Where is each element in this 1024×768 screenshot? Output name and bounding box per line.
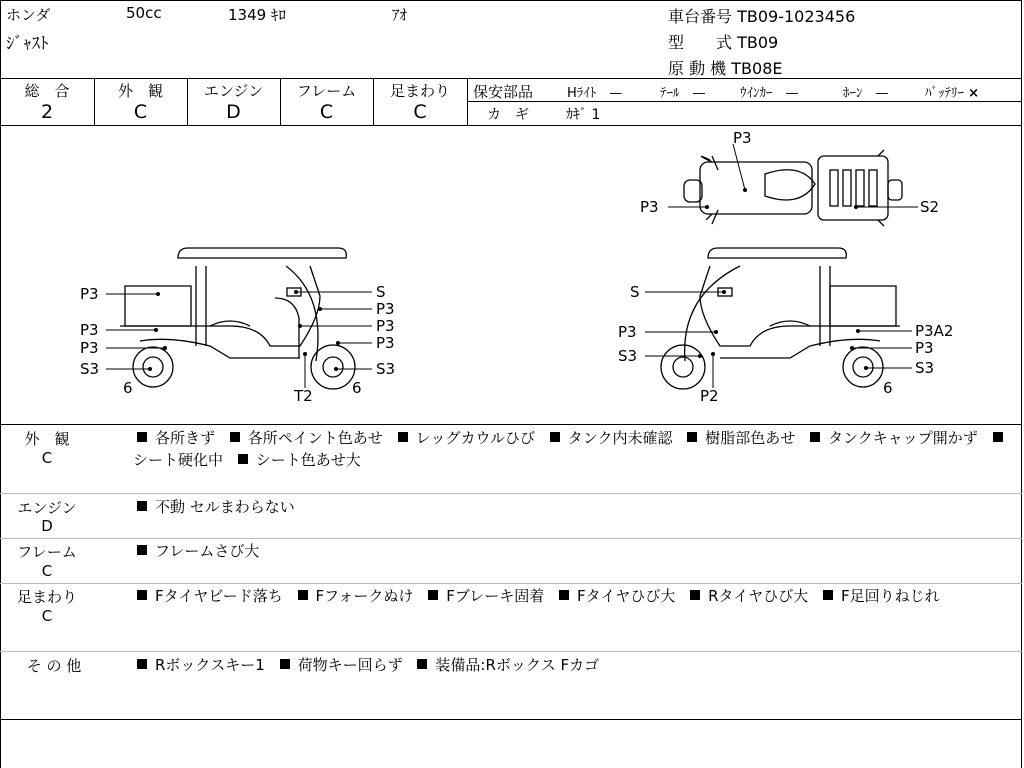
- right-label-s: S: [630, 283, 640, 301]
- displacement: 50cc: [126, 4, 162, 22]
- note-item: レッグカウルひび: [394, 429, 535, 447]
- divider: [467, 78, 468, 125]
- safety-label: 保安部品: [473, 83, 534, 101]
- note-item: 樹脂部色あせ: [683, 429, 795, 447]
- right-label-p3a2: P3A2: [915, 322, 954, 340]
- section-suspension-notes: [133, 585, 1013, 607]
- grade-frame-label: フレーム: [296, 82, 357, 100]
- top-label-p3-a: P3: [733, 129, 752, 147]
- model-type: 型 式 TB09: [668, 33, 779, 52]
- grade-exterior-label: 外 観: [117, 82, 163, 100]
- note-item: Fタイヤビード落ち: [133, 587, 283, 605]
- key-value: ｶｷﾞ 1: [566, 107, 601, 123]
- mileage: 1349 ｷﾛ: [228, 6, 286, 24]
- divider: [0, 719, 1022, 720]
- note-item: シート硬化中: [133, 429, 1011, 469]
- divider: [0, 493, 1022, 494]
- damage-diagram: [0, 126, 1022, 424]
- top-label-s2: S2: [920, 198, 940, 216]
- scooter-left-view: [120, 248, 355, 389]
- section-suspension-grade: C: [41, 607, 53, 625]
- scooter-top-view: [684, 150, 902, 226]
- note-item: タンク内未確認: [546, 429, 673, 447]
- safety-winker: ｳｲﾝｶｰ —: [740, 86, 799, 101]
- grade-engine-label: エンジン: [203, 82, 264, 100]
- left-label-p3-1: P3: [80, 285, 99, 303]
- note-item: F足回りねじれ: [819, 587, 940, 605]
- top-label-p3-b: P3: [640, 198, 659, 216]
- section-other-notes: [133, 654, 1013, 676]
- divider: [0, 78, 1022, 79]
- safety-battery: ﾊﾞｯﾃﾘｰ ×: [925, 86, 980, 101]
- left-label-p3-4: P3: [376, 300, 395, 318]
- left-label-6b: 6: [352, 379, 362, 397]
- section-frame-title: フレーム: [17, 543, 77, 561]
- grade-total-value: 2: [40, 101, 54, 123]
- note-item: 各所きず: [133, 429, 215, 447]
- note-item: タンクキャップ開かず: [806, 429, 978, 447]
- safety-headlight: Hﾗｲﾄ —: [567, 86, 623, 101]
- right-label-p2: P2: [700, 387, 719, 405]
- section-frame-notes: [133, 540, 1013, 562]
- grade-exterior-value: C: [133, 101, 148, 123]
- note-item: シート色あせ大: [234, 451, 361, 469]
- left-label-t2: T2: [294, 387, 313, 405]
- grade-frame-value: C: [319, 101, 334, 123]
- grade-total-label: 総 合: [24, 82, 70, 100]
- divider: [0, 538, 1022, 539]
- left-label-p3-2: P3: [80, 321, 99, 339]
- note-item: 装備品:Rボックス Fカゴ: [413, 656, 599, 674]
- left-label-p3-5: P3: [376, 317, 395, 335]
- left-label-s3-b: S3: [376, 360, 396, 378]
- right-label-s3: S3: [618, 347, 638, 365]
- section-engine-grade: D: [41, 517, 53, 535]
- divider: [0, 651, 1022, 652]
- note-item: Rボックスキー1: [133, 656, 265, 674]
- engine-model: 原 動 機 TB08E: [668, 59, 783, 78]
- left-label-6a: 6: [123, 379, 133, 397]
- frame-no: 車台番号 TB09-1023456: [668, 7, 856, 26]
- section-engine-notes: [133, 496, 1013, 518]
- safety-tail: ﾃｰﾙ —: [660, 86, 706, 101]
- right-label-s3-b: S3: [915, 359, 935, 377]
- left-label-s3: S3: [80, 360, 100, 378]
- frame-top: [0, 0, 1022, 1]
- section-suspension-title: 足まわり: [16, 588, 77, 606]
- divider: [467, 101, 1022, 102]
- grade-engine-value: D: [226, 101, 241, 123]
- section-exterior-notes: [133, 427, 1013, 471]
- section-other-title: そ の 他: [26, 657, 82, 675]
- note-item: 各所ペイント色あせ: [226, 429, 383, 447]
- note-item: Rタイヤひび大: [686, 587, 808, 605]
- note-item: 不動 セルまわらない: [133, 498, 295, 516]
- divider: [0, 424, 1022, 425]
- battery-mark: ×: [968, 86, 980, 101]
- section-engine-title: エンジン: [17, 499, 77, 517]
- model-name: ｼﾞｬｽﾄ: [6, 34, 49, 54]
- section-frame-grade: C: [41, 562, 53, 580]
- section-exterior-title: 外 観: [24, 430, 70, 448]
- right-label-p3-b: P3: [915, 339, 934, 357]
- note-item: Fブレーキ固着: [424, 587, 544, 605]
- left-label-p3-6: P3: [376, 334, 395, 352]
- safety-horn: ﾎｰﾝ —: [843, 86, 889, 101]
- key-label: カ ギ: [487, 107, 529, 123]
- right-label-6: 6: [883, 379, 893, 397]
- section-exterior-grade: C: [41, 449, 53, 467]
- note-item: Fフォークぬけ: [294, 587, 414, 605]
- color: ｱｵ: [392, 6, 408, 24]
- note-item: フレームさび大: [133, 542, 259, 560]
- note-item: 荷物キー回らず: [276, 656, 403, 674]
- note-item: Fタイヤひび大: [555, 587, 675, 605]
- divider: [0, 583, 1022, 584]
- grade-suspension-value: C: [413, 101, 427, 123]
- left-label-p3-3: P3: [80, 339, 99, 357]
- maker: ホンダ: [6, 6, 51, 24]
- left-label-s: S: [376, 283, 386, 301]
- right-label-p3: P3: [618, 323, 637, 341]
- grade-suspension-label: 足まわり: [389, 82, 450, 100]
